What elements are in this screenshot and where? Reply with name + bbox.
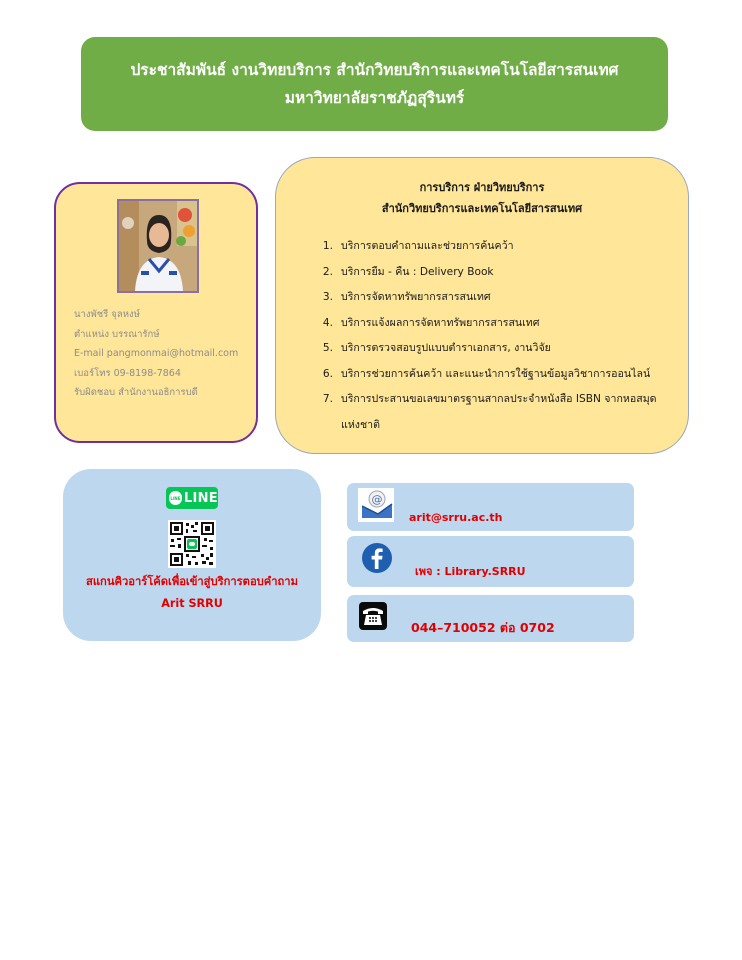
list-item-number: 1. (322, 240, 333, 252)
list-item-text: บริการตอบคำถามและช่วยการค้นคว้า (341, 240, 514, 252)
profile-position: ตำแหน่ง บรรณารักษ์ (74, 328, 160, 340)
profile-email[interactable]: E-mail pangmonmai@hotmail.com (74, 348, 239, 359)
list-item (319, 285, 675, 311)
list-item (319, 387, 675, 438)
facebook-page[interactable]: เพจ : Library.SRRU (415, 565, 526, 578)
telephone-icon (359, 602, 387, 630)
line-logo[interactable] (166, 487, 218, 509)
list-item-number: 3. (322, 291, 333, 303)
list-item-number: 5. (322, 342, 333, 354)
phone-number[interactable]: 044–710052 ต่อ 0702 (411, 620, 555, 635)
services-title (276, 177, 688, 219)
list-item-text: บริการแจ้งผลการจัดหาทรัพยากรสารสนเทศ (341, 316, 540, 329)
profile-info (74, 305, 238, 403)
list-item-text: บริการตรวจสอบรูปแบบตำราเอกสาร, งานวิจัย (341, 342, 551, 354)
services-list (319, 234, 675, 438)
list-item-text-continued: แห่งชาติ (341, 418, 381, 431)
list-item-number: 7. (322, 393, 333, 405)
header-title-line2: มหาวิทยาลัยราชภัฏสุรินทร์ (284, 89, 465, 107)
line-caption-line1: สแกนคิวอาร์โค้ดเพื่อเข้าสู่บริการตอบคำถาม (86, 575, 298, 588)
list-item (319, 311, 675, 337)
list-item (319, 362, 675, 388)
qr-code[interactable] (168, 520, 216, 568)
line-caption-line2: Arit SRRU (161, 597, 223, 610)
line-logo-text: LINE (183, 490, 218, 506)
list-item-text: บริการประสานขอเลขมาตรฐานสากลประจำหนังสือ ISBN จากหอสมุด (341, 393, 657, 405)
line-bubble-icon (169, 491, 182, 505)
list-item-text: บริการช่วยการค้นคว้า และแนะนำการใช้ฐานข้อมูลวิชาการออนไลน์ (341, 367, 651, 380)
services-title-line2: สำนักวิทยบริการและเทคโนโลยีสารสนเทศ (381, 202, 583, 215)
list-item (319, 234, 675, 260)
profile-responsibility: รับผิดชอบ สำนักงานอธิการบดี (74, 387, 198, 398)
facebook-icon (361, 542, 393, 574)
services-card (275, 157, 689, 454)
line-contact-card (63, 469, 321, 641)
profile-photo (117, 199, 199, 293)
list-item-number: 2. (322, 265, 333, 278)
list-item (319, 260, 675, 286)
profile-phone: เบอร์โทร 09-8198-7864 (74, 367, 181, 379)
list-item-number: 6. (322, 367, 333, 380)
line-caption (63, 571, 321, 615)
email-icon (358, 488, 394, 522)
header-banner (81, 37, 668, 131)
list-item-text: บริการยืม - คืน : Delivery Book (341, 265, 494, 278)
email-address[interactable]: arit@srru.ac.th (409, 511, 503, 524)
email-contact-card[interactable] (347, 483, 634, 531)
line-bubble-text: LINE (170, 495, 181, 501)
header-title-line1: ประชาสัมพันธ์ งานวิทยบริการ สำนักวิทยบริการและเทคโนโลยีสารสนเทศ (130, 61, 619, 79)
list-item-number: 4. (322, 316, 333, 329)
qr-code-icon (168, 520, 216, 568)
list-item-text: บริการจัดหาทรัพยากรสารสนเทศ (341, 291, 491, 303)
profile-card (54, 182, 258, 443)
profile-name: นางพัชรี จุลหงษ์ (74, 309, 140, 320)
phone-contact-card[interactable] (347, 595, 634, 642)
list-item (319, 336, 675, 362)
svg-text:@: @ (371, 493, 383, 506)
services-title-line1: การบริการ ฝ่ายวิทยบริการ (419, 181, 545, 194)
facebook-contact-card[interactable] (347, 536, 634, 587)
